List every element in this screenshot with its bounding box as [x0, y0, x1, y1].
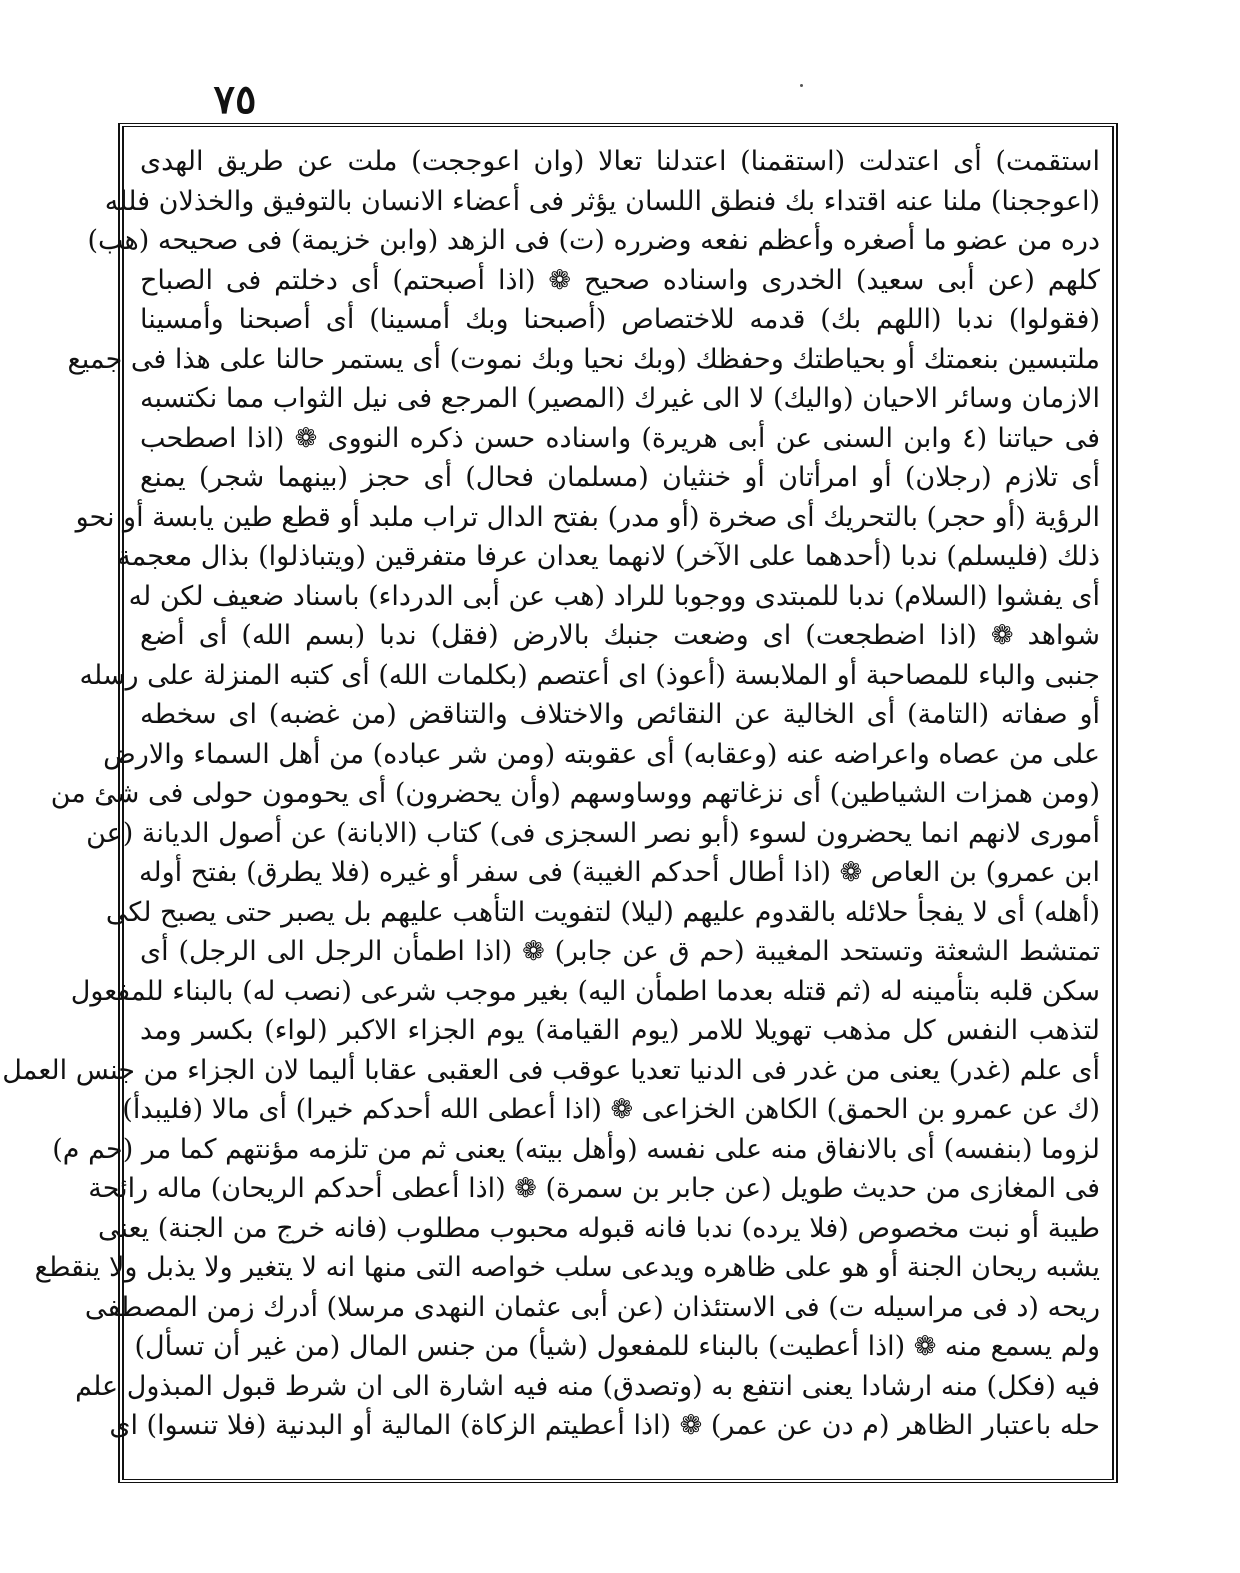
text-line: أى يفشوا (السلام) ندبا للمبتدى ووجوبا للراد (هب عن أبى الدرداء) باسناد ضعيف لكن له — [128, 580, 1100, 612]
text-line: الازمان وسائر الاحيان (واليك) لا الى غيرك (المصير) المرجع فى نيل الثواب مما نكتسبه — [140, 383, 1100, 414]
text-line: حله باعتبار الظاهر (م دن عن عمر) ❁ (اذا أعطيتم الزكاة) المالية أو البدنية (فلا تنسوا) اى — [109, 1410, 1100, 1441]
text-line: أى علم (غدر) يعنى من غدر فى الدنيا تعديا عوقب فى العقبى عقابا أليما لان الجزاء من جنس العمل — [2, 1054, 1100, 1086]
text-line: فيه (فكل) منه ارشادا يعنى انتفع به (وتصدق) منه فيه اشارة الى ان شرط قبول المبذول علم — [75, 1370, 1100, 1402]
text-block — [2, 142, 1100, 1446]
text-line: سكن قلبه بتأمينه له (ثم قتله بعدما اطمأن اليه) بغير موجب شرعى (نصب له) بالبناء للمفعول — [70, 975, 1100, 1007]
text-line: طيبة أو نبت مخصوص (فلا يرده) ندبا فانه قبوله محبوب مطلوب (فانه خرج من الجنة) يعنى — [97, 1212, 1100, 1244]
text-line: فى المغازى من حديث طويل (عن جابر بن سمرة) ❁ (اذا أعطى أحدكم الريحان) ماله رائحة — [88, 1173, 1100, 1204]
text-line: (أهله) أى لا يفجأ حلائله بالقدوم عليهم (ليلا) لتفويت التأهب عليهم بل يصبر حتى يصبح لكى — [105, 896, 1100, 928]
text-line: (اعوججنا) ملنا عنه اقتداء بك فنطق اللسان يؤثر فى أعضاء الانسان بالتوفيق والخذلان فلله — [104, 185, 1100, 217]
text-line: أمورى لانهم انما يحضرون لسوء (أبو نصر السجزى فى) كتاب (الابانة) عن أصول الديانة (عن — [86, 817, 1100, 849]
text-line: لتذهب النفس كل مذهب تهويلا للامر (يوم القيامة) يوم الجزاء الاكبر (لواء) بكسر ومد — [140, 1015, 1100, 1046]
text-line: جنبى والباء للمصاحبة أو الملابسة (أعوذ) اى أعتصم (بكلمات الله) أى كتبه المنزلة على رسله — [79, 659, 1100, 691]
page-number: ٧٥ — [213, 76, 257, 123]
text-line: ابن عمرو) بن العاص ❁ (اذا أطال أحدكم الغيبة) فى سفر أو غيره (فلا يطرق) بفتح أوله — [138, 857, 1100, 888]
text-line: يشبه ريحان الجنة أو هو على ظاهره ويدعى سلب خواصه التى منها انه لا يتغير ولا يذبل ولا ينقطع — [34, 1252, 1100, 1283]
text-line: تمتشط الشعثة وتستحد المغيبة (حم ق عن جابر) ❁ (اذا اطمأن الرجل الى الرجل) أى — [140, 936, 1100, 967]
text-line: على من عصاه واعراضه عنه (وعقابه) أى عقوبته (ومن شر عباده) من أهل السماء والارض — [103, 738, 1100, 770]
text-line: ذلك (فليسلم) ندبا (أحدهما على الآخر) لانهما يعدان عرفا متفرقين (ويتباذلوا) بذال معجمة — [117, 541, 1100, 572]
text-line: شواهد ❁ (اذا اضطجعت) اى وضعت جنبك بالارض (فقل) ندبا (بسم الله) أى أضع — [140, 620, 1100, 651]
text-line: ملتبسين بنعمتك أو بحياطتك وحفظك (وبك نحيا وبك نموت) أى يستمر حالنا على هذا فى جميع — [67, 343, 1100, 375]
text-line: لزوما (بنفسه) أى بالانفاق منه على نفسه (وأهل بيته) يعنى ثم من تلزمه مؤنتهم كما مر (حم م) — [52, 1133, 1100, 1165]
text-line: أو صفاته (التامة) أى الخالية عن النقائص والاختلاف والتناقض (من غضبه) اى سخطه — [140, 699, 1100, 730]
text-line: أى تلازم (رجلان) أو امرأتان أو خنثيان (مسلمان فحال) أى حجز (بينهما شجر) يمنع — [140, 462, 1100, 493]
text-line: ولم يسمع منه ❁ (اذا أعطيت) بالبناء للمفعول (شيأ) من جنس المال (من غير أن تسأل) — [134, 1331, 1100, 1362]
text-line: استقمت) أى اعتدلت (استقمنا) اعتدلنا تعالا (وان اعوججت) ملت عن طريق الهدى — [140, 146, 1100, 177]
text-line: دره من عضو ما أصغره وأعظم نفعه وضرره (ت) فى الزهد (وابن خزيمة) فى صحيحه (هب) — [87, 225, 1100, 256]
text-line: (فقولوا) ندبا (اللهم بك) قدمه للاختصاص (أصبحنا وبك أمسينا) أى أصبحنا وأمسينا — [140, 304, 1100, 335]
text-line: كلهم (عن أبى سعيد) الخدرى واسناده صحيح ❁ (اذا أصبحتم) أى دخلتم فى الصباح — [140, 264, 1100, 296]
text-line: (ومن همزات الشياطين) أى نزغاتهم ووساوسهم (وأن يحضرون) أى يحومون حولى فى شئ من — [50, 778, 1100, 809]
text-line: فى حياتنا (٤ وابن السنى عن أبى هريرة) واسناده حسن ذكره النووى ❁ (اذا اصطحب — [140, 422, 1100, 454]
text-line: الرؤية (أو حجر) بالتحريك أى صخرة (أو مدر) بفتح الدال تراب ملبد أو قطع طين يابسة أو نحو — [75, 501, 1100, 533]
speck — [800, 84, 803, 87]
text-line: ريحه (د فى مراسيله ت) فى الاستئذان (عن أبى عثمان النهدى مرسلا) أدرك زمن المصطفى — [84, 1291, 1100, 1323]
text-line: (ك عن عمرو بن الحمق) الكاهن الخزاعى ❁ (اذا أعطى الله أحدكم خيرا) أى مالا (فليبدأ) — [122, 1094, 1100, 1125]
